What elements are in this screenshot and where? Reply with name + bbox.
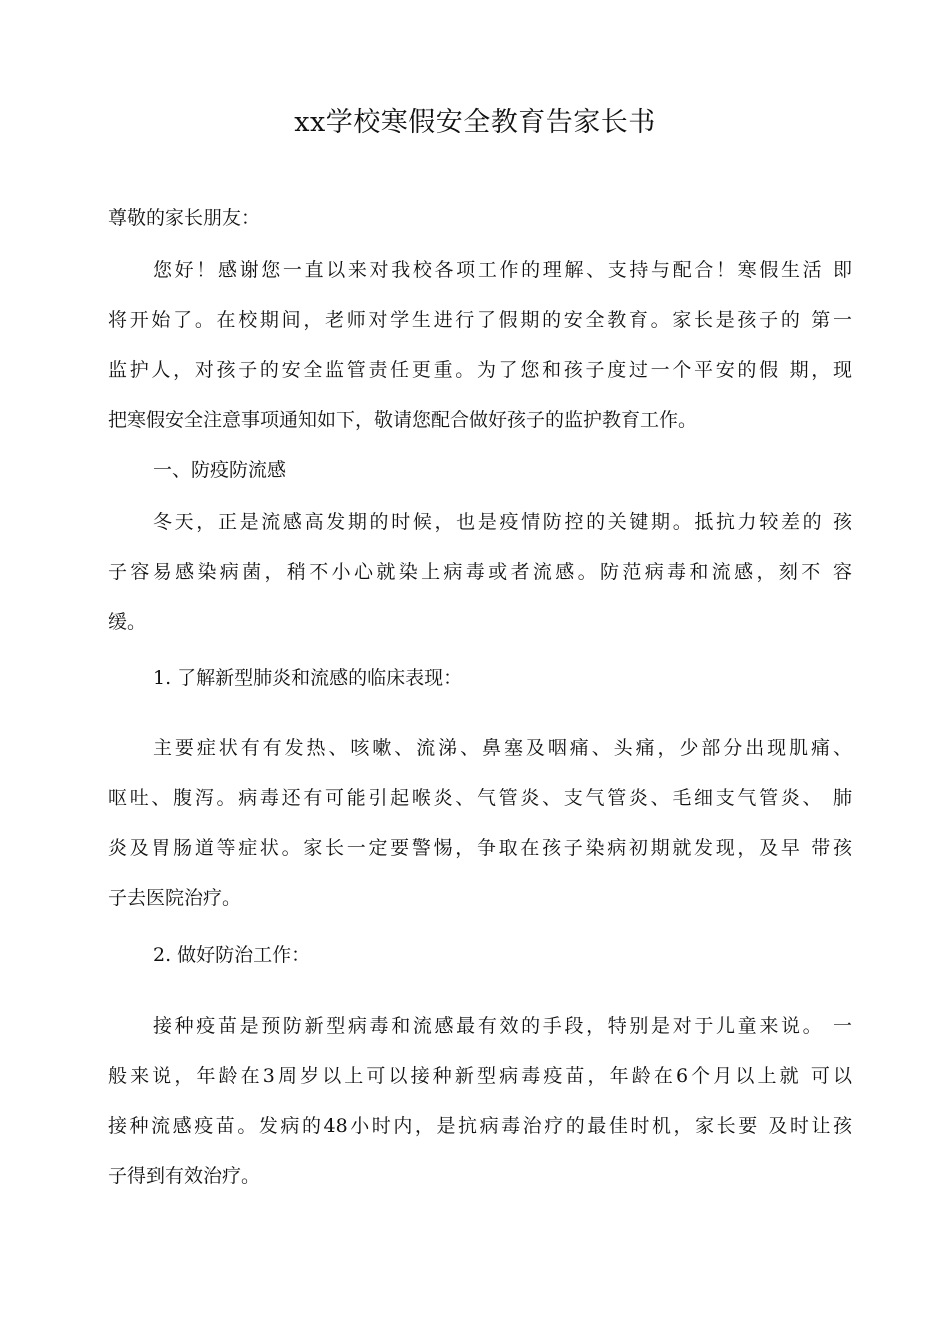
item-2-line-1: 接种疫苗是预防新型病毒和流感最有效的手段，特别是对于儿童来说。 一 bbox=[153, 1015, 852, 1037]
intro-line-4: 把寒假安全注意事项通知如下，敬请您配合做好孩子的监护教育工作。 bbox=[108, 409, 698, 431]
document-title: xx学校寒假安全教育告家长书 bbox=[294, 107, 656, 138]
item-2-line-4: 子得到有效治疗。 bbox=[108, 1165, 261, 1187]
section-1-line-2: 子容易感染病菌，稍不小心就染上病毒或者流感。防范病毒和流感，刻不 容 bbox=[108, 561, 852, 583]
item-2-heading: 2. 做好防治工作： bbox=[153, 944, 311, 966]
item-1-heading: 1. 了解新型肺炎和流感的临床表现： bbox=[153, 667, 463, 689]
item-2-line-3: 接种流感疫苗。发病的48小时内，是抗病毒治疗的最佳时机，家长要 及时让孩 bbox=[108, 1115, 852, 1137]
item-2-line-2: 般来说，年龄在3周岁以上可以接种新型病毒疫苗，年龄在6个月以上就 可以 bbox=[108, 1065, 852, 1087]
item-1-line-2: 呕吐、腹泻。病毒还有可能引起喉炎、气管炎、支气管炎、毛细支气管炎、 肺 bbox=[108, 787, 852, 809]
intro-line-2: 将开始了。在校期间，老师对学生进行了假期的安全教育。家长是孩子的 第一 bbox=[108, 309, 852, 331]
intro-line-1: 您好！感谢您一直以来对我校各项工作的理解、支持与配合！寒假生活 即 bbox=[153, 259, 852, 281]
item-1-line-3: 炎及胃肠道等症状。家长一定要警惕，争取在孩子染病初期就发现，及早 带孩 bbox=[108, 837, 852, 859]
salutation: 尊敬的家长朋友： bbox=[108, 207, 261, 229]
section-1-heading: 一、防疫防流感 bbox=[153, 459, 287, 481]
section-1-line-3: 缓。 bbox=[108, 611, 147, 633]
item-1-line-1: 主要症状有有发热、咳嗽、流涕、鼻塞及咽痛、头痛，少部分出现肌痛、 bbox=[153, 737, 852, 759]
section-1-line-1: 冬天，正是流感高发期的时候，也是疫情防控的关键期。抵抗力较差的 孩 bbox=[153, 511, 852, 533]
intro-line-3: 监护人，对孩子的安全监管责任更重。为了您和孩子度过一个平安的假 期，现 bbox=[108, 359, 852, 381]
item-1-line-4: 子去医院治疗。 bbox=[108, 887, 242, 909]
